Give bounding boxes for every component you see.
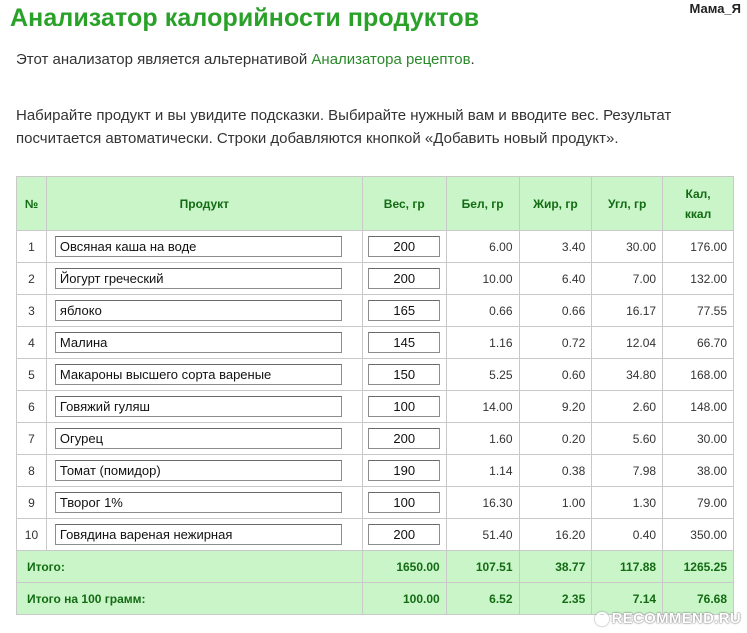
row-number: 1 [17,231,47,263]
fat-value: 0.38 [519,455,592,487]
product-input[interactable]: Огурец [55,428,342,449]
weight-input[interactable]: 200 [368,524,440,545]
fat-value: 16.20 [519,519,592,551]
weight-input[interactable]: 165 [368,300,440,321]
kcal-value: 66.70 [663,327,734,359]
carbs-value: 16.17 [592,295,663,327]
fat-value: 0.72 [519,327,592,359]
totals-row [17,551,734,583]
product-cell [46,295,362,327]
weight-cell [362,327,446,359]
weight-cell [362,391,446,423]
row-number: 6 [17,391,47,423]
product-input[interactable]: Томат (помидор) [55,460,342,481]
carbs-value: 12.04 [592,327,663,359]
totals-fat: 38.77 [519,551,592,583]
product-input[interactable]: Творог 1% [55,492,342,513]
weight-input[interactable]: 145 [368,332,440,353]
fat-value: 0.20 [519,423,592,455]
weight-input[interactable]: 100 [368,492,440,513]
totals-label: Итого: [17,551,363,583]
protein-value: 1.60 [446,423,519,455]
table-row [17,423,734,455]
fat-value: 1.00 [519,487,592,519]
weight-cell [362,519,446,551]
col-header-protein: Бел, гр [446,177,519,231]
carbs-value: 34.80 [592,359,663,391]
carbs-value: 5.60 [592,423,663,455]
product-input[interactable]: Малина [55,332,342,353]
weight-input[interactable]: 200 [368,428,440,449]
weight-cell [362,263,446,295]
carbs-value: 0.40 [592,519,663,551]
row-number: 9 [17,487,47,519]
row-number: 2 [17,263,47,295]
watermark [595,610,741,627]
col-header-weight: Вес, гр [362,177,446,231]
carbs-value: 7.98 [592,455,663,487]
page-title: Анализатор калорийности продуктов [10,4,480,32]
fat-value: 0.60 [519,359,592,391]
product-cell [46,455,362,487]
kcal-value: 148.00 [663,391,734,423]
product-cell [46,423,362,455]
col-header-kcal-line2: ккал [684,206,712,221]
kcal-value: 350.00 [663,519,734,551]
table-row [17,391,734,423]
fat-value: 9.20 [519,391,592,423]
watermark-text: RECOMMEND.RU [611,610,741,627]
per100-kcal: 76.68 [663,583,734,615]
weight-cell [362,295,446,327]
intro-prefix: Этот анализатор является альтернативой [16,51,312,68]
table-row [17,231,734,263]
recommend-logo-icon [595,612,609,626]
row-number: 4 [17,327,47,359]
table-row [17,519,734,551]
carbs-value: 30.00 [592,231,663,263]
carbs-value: 2.60 [592,391,663,423]
protein-value: 6.00 [446,231,519,263]
table-row [17,295,734,327]
per100-label: Итого на 100 грамм: [17,583,363,615]
protein-value: 14.00 [446,391,519,423]
recipe-analyzer-link[interactable]: Анализатора рецептов [311,51,471,68]
product-cell [46,359,362,391]
weight-input[interactable]: 100 [368,396,440,417]
protein-value: 5.25 [446,359,519,391]
weight-input[interactable]: 190 [368,460,440,481]
col-header-product: Продукт [46,177,362,231]
weight-cell [362,423,446,455]
table-row [17,263,734,295]
protein-value: 0.66 [446,295,519,327]
product-cell [46,231,362,263]
product-cell [46,263,362,295]
kcal-value: 79.00 [663,487,734,519]
col-header-kcal-line1: Кал, [685,186,711,201]
kcal-value: 77.55 [663,295,734,327]
product-cell [46,487,362,519]
weight-cell [362,455,446,487]
instructions-text: Набирайте продукт и вы увидите подсказки. Выбирайте нужный вам и вводите вес. Результат посчитается автоматически. Строки добавляются кнопкой «Добавить новый продукт». [16,107,672,147]
intro-suffix: . [470,51,475,68]
intro-text [16,51,475,68]
weight-input[interactable]: 200 [368,268,440,289]
kcal-value: 132.00 [663,263,734,295]
row-number: 7 [17,423,47,455]
col-header-num: № [17,177,47,231]
carbs-value: 7.00 [592,263,663,295]
table-row [17,455,734,487]
col-header-carbs: Угл, гр [592,177,663,231]
protein-value: 16.30 [446,487,519,519]
per100-fat: 2.35 [519,583,592,615]
kcal-value: 176.00 [663,231,734,263]
product-input[interactable]: Говяжий гуляш [55,396,342,417]
protein-value: 10.00 [446,263,519,295]
product-input[interactable]: яблоко [55,300,342,321]
product-input[interactable]: Говядина вареная нежирная [55,524,342,545]
fat-value: 3.40 [519,231,592,263]
product-cell [46,391,362,423]
kcal-value: 168.00 [663,359,734,391]
nutrition-table [16,176,734,615]
kcal-value: 30.00 [663,423,734,455]
row-number: 8 [17,455,47,487]
protein-value: 51.40 [446,519,519,551]
totals-carbs: 117.88 [592,551,663,583]
row-number: 5 [17,359,47,391]
kcal-value: 38.00 [663,455,734,487]
weight-input[interactable]: 200 [368,236,440,257]
carbs-value: 1.30 [592,487,663,519]
weight-cell [362,231,446,263]
product-cell [46,519,362,551]
protein-value: 1.16 [446,327,519,359]
product-input[interactable]: Овсяная каша на воде [55,236,342,257]
table-row [17,359,734,391]
per100-protein: 6.52 [446,583,519,615]
row-number: 3 [17,295,47,327]
weight-cell [362,359,446,391]
totals-kcal: 1265.25 [663,551,734,583]
product-input[interactable]: Макароны высшего сорта вареные [55,364,342,385]
totals-weight: 1650.00 [362,551,446,583]
col-header-fat: Жир, гр [519,177,592,231]
table-row [17,487,734,519]
totals-protein: 107.51 [446,551,519,583]
fat-value: 6.40 [519,263,592,295]
per100-weight: 100.00 [362,583,446,615]
row-number: 10 [17,519,47,551]
user-name: Мама_Я [689,1,741,16]
col-header-kcal [663,177,734,231]
protein-value: 1.14 [446,455,519,487]
table-header-row [17,177,734,231]
table-row [17,327,734,359]
product-cell [46,327,362,359]
product-input[interactable]: Йогурт греческий [55,268,342,289]
per100-carbs: 7.14 [592,583,663,615]
fat-value: 0.66 [519,295,592,327]
weight-cell [362,487,446,519]
weight-input[interactable]: 150 [368,364,440,385]
